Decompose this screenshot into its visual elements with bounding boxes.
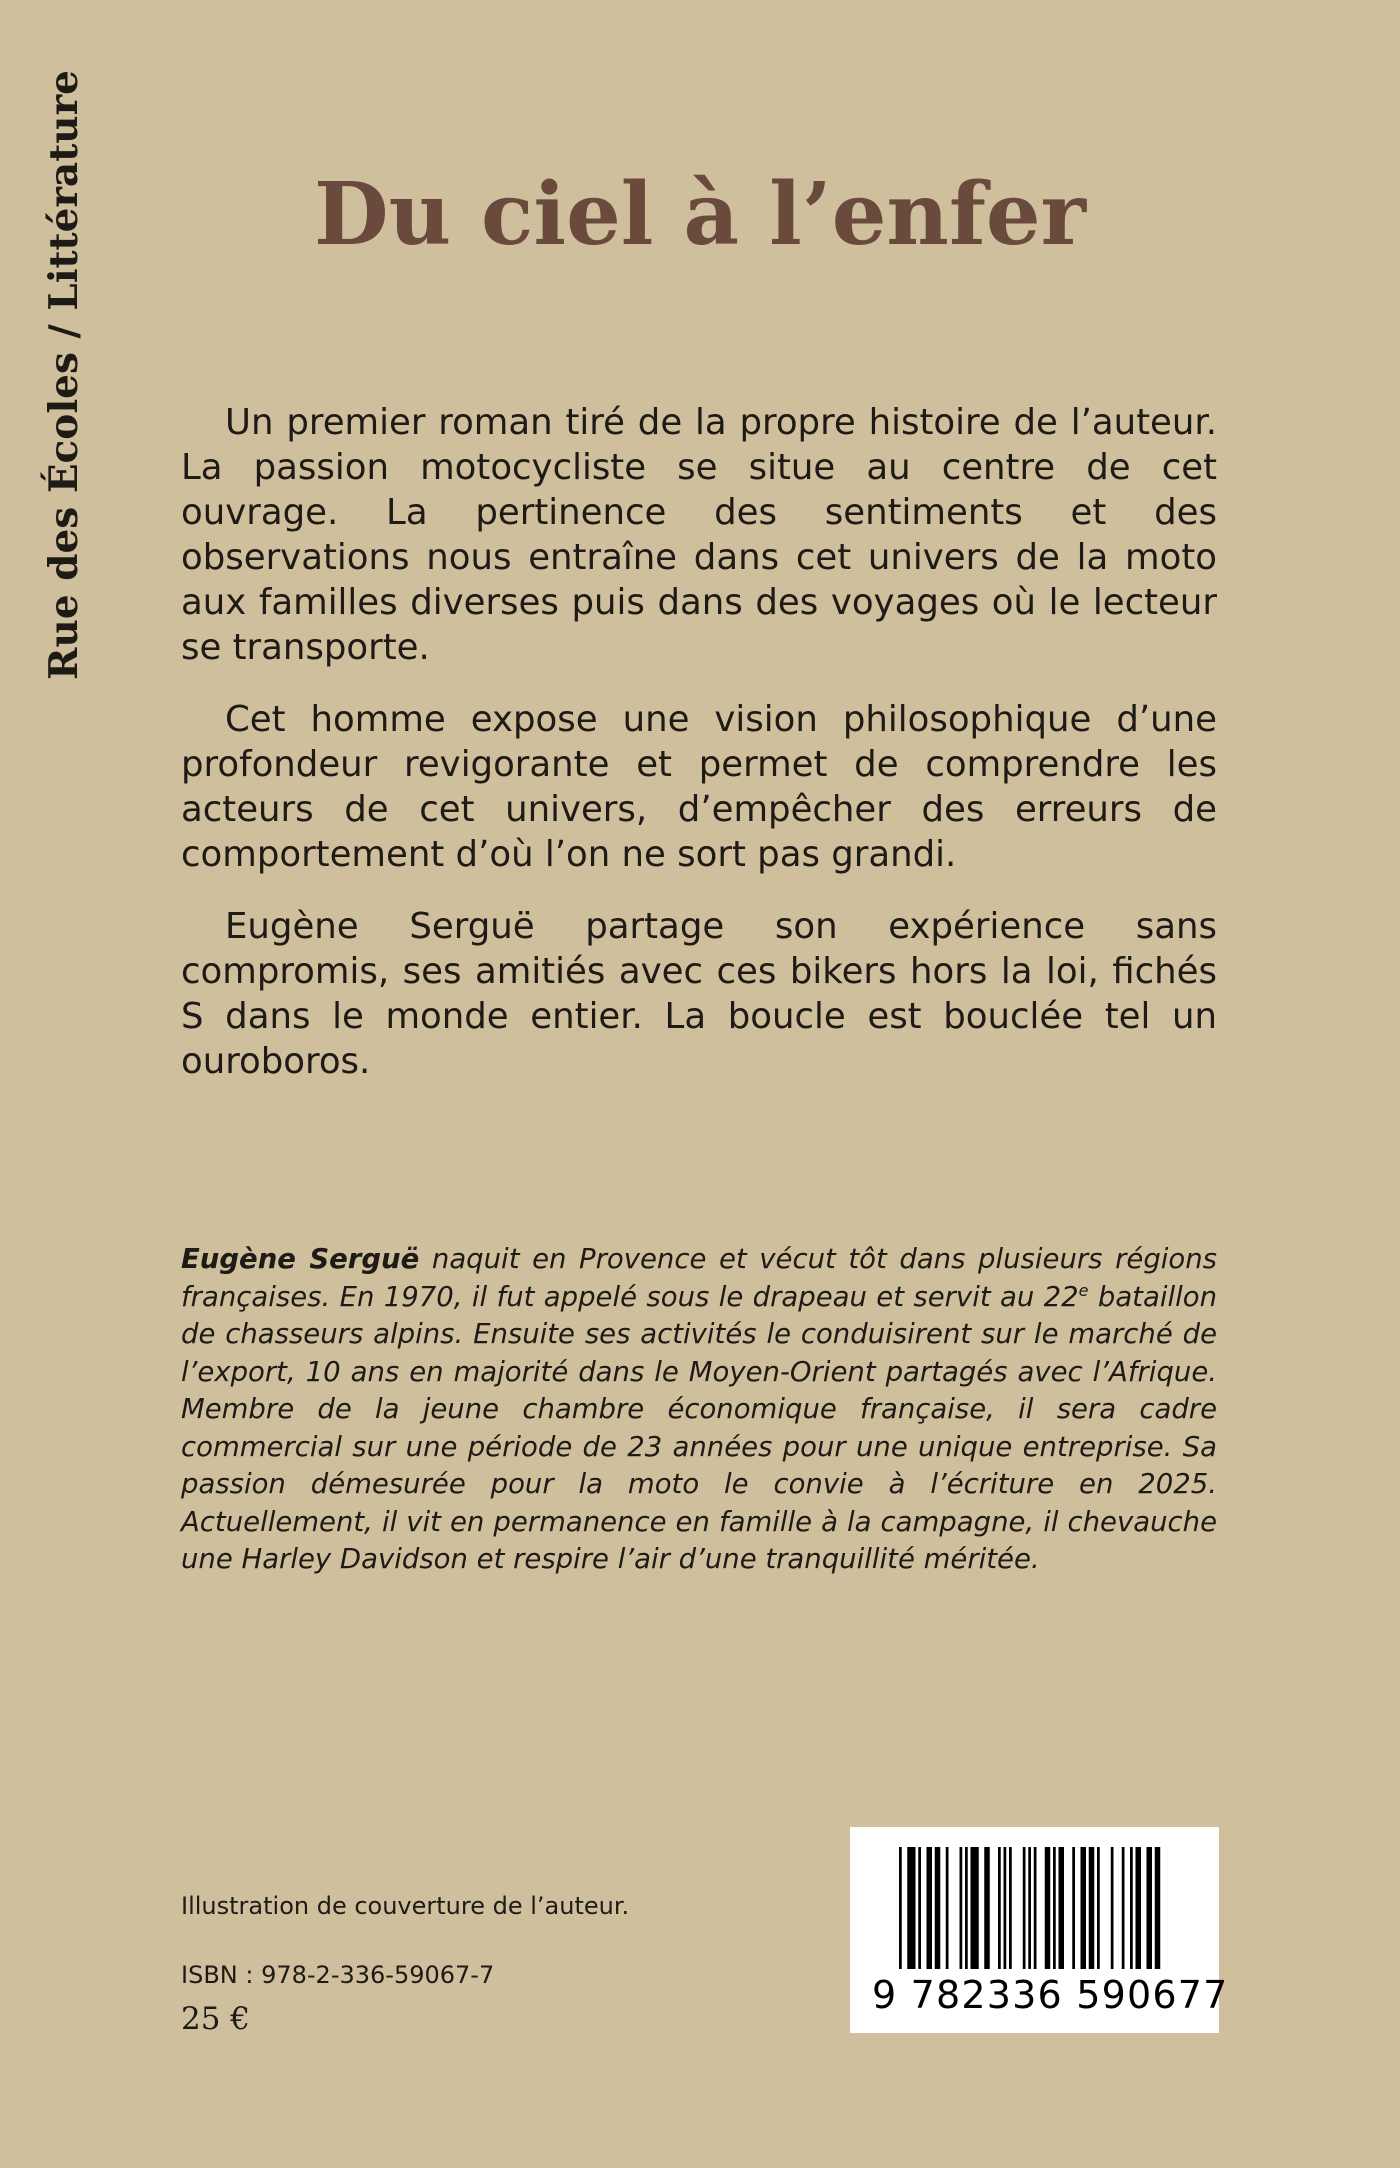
collection-name: Rue des Écoles / Littérature	[41, 70, 87, 680]
synopsis-paragraph: Un premier roman tiré de la propre histoire de l’auteur. La passion motocycliste se situe au centre de cet ouvrage. La pertinence des sentiments et des observations nous entraîne dans cet univers de la moto aux familles diverses puis dans des voyages où le lecteur se transporte.	[181, 402, 1217, 668]
author-biography	[181, 1241, 1217, 1579]
ordinal-superscript: e	[1078, 1280, 1089, 1300]
synopsis-paragraph: Eugène Serguë partage son expérience sans compromis, ses amitiés avec ces bikers hors la loi, fichés S dans le monde entier. La boucle est bouclée tel un ouroboros.	[181, 906, 1217, 1082]
price: 25 €	[181, 2001, 251, 2037]
synopsis-paragraph: Cet homme expose une vision philosophique d’une profondeur revigorante et permet de comprendre les acteurs de cet univers, d’empêcher des erreurs de comportement d’où l’on ne sort pas grandi.	[181, 699, 1217, 875]
isbn-number: ISBN : 978-2-336-59067-7	[181, 1961, 495, 1989]
illustration-credit: Illustration de couverture de l’auteur.	[181, 1892, 630, 1920]
bio-text: bataillon de chasseurs alpins. Ensuite ses activités le conduisirent sur le marché de l’export, 10 ans en majorité dans le Moyen-Orient partagés avec l’Afrique. Membre de la jeune chambre économique française, il sera cadre commercial sur une période de 23 années pour une unique entreprise. Sa passion démesurée pour la moto le convie à l’écriture en 2025. Actuellement, il vit en permanence en famille à la campagne, il chevauche une Harley Davidson et respire l’air d’une tranquillité méritée.	[181, 1280, 1217, 1575]
author-name: Eugène Serguë	[181, 1243, 420, 1275]
spine-label	[40, 70, 88, 680]
synopsis	[181, 400, 1217, 1111]
book-title: Du ciel à l’enfer	[314, 164, 1086, 265]
barcode-digits: 9 782336 590677	[872, 1973, 1229, 2017]
barcode	[850, 1827, 1229, 2033]
bio-text: naquit en Provence et vécut tôt dans plusieurs régions françaises. En 1970, il fut appelé sous le drapeau et servit au 22	[181, 1243, 1218, 1313]
